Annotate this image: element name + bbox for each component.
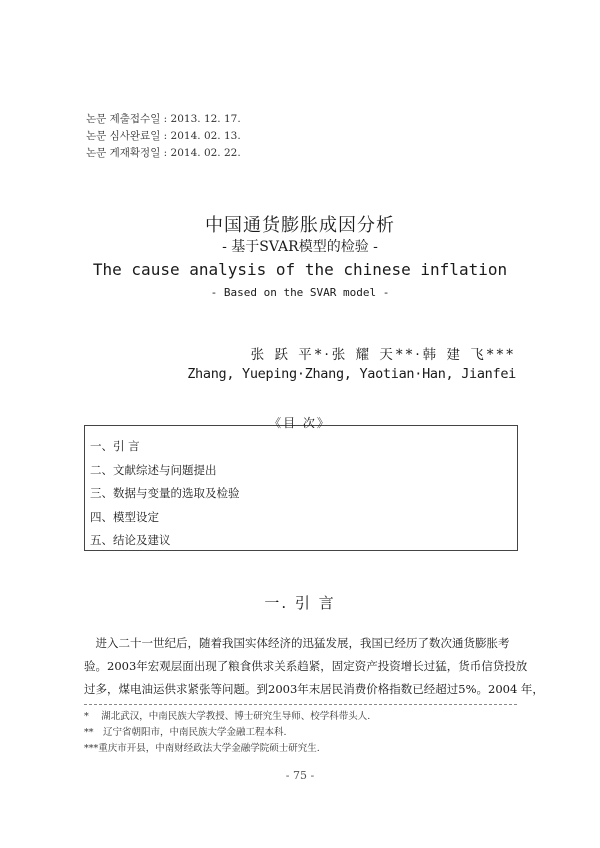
toc-item: 二、文献综述与问题提出 [90, 462, 217, 477]
date-submitted: 논문 제출접수일 : 2013. 12. 17. [86, 113, 241, 125]
footnote-divider [84, 704, 517, 705]
page-number: - 75 - [285, 769, 315, 782]
toc-item: 一、引 言 [90, 439, 140, 453]
paper-subtitle-cn: - 基于SVAR模型的检验 - [222, 239, 378, 255]
footnote: * 湖北武汉，中南民族大学教授、博士研究生导师、校学科带头人. [84, 711, 371, 722]
paper-subtitle-en: - Based on the SVAR model - [210, 286, 390, 299]
body-line: 进入二十一世纪后，随着我国实体经济的迅猛发展，我国已经历了数次通货膨胀考 [84, 636, 510, 650]
authors-en: Zhang, Yueping·Zhang, Yaotian·Han, Jianfei [187, 366, 516, 382]
body-line: 过多，煤电油运供求紧张等问题。到2003年末居民消费价格指数已经超过5%。2004 年， [84, 682, 544, 696]
date-reviewed: 논문 심사완료일 : 2014. 02. 13. [86, 130, 241, 142]
submission-dates [86, 111, 241, 162]
toc-item: 五、结论及建议 [90, 533, 171, 547]
footnote: ** 辽宁省朝阳市，中南民族大学金融工程本科. [84, 727, 287, 738]
section-heading: 一. 引 言 [264, 594, 336, 612]
toc-item: 三、数据与变量的选取及检验 [90, 486, 240, 500]
toc-heading: 《目 次》 [269, 416, 331, 430]
date-accepted: 논문 게재확정일 : 2014. 02. 22. [86, 147, 241, 159]
footnote: ***重庆市开县，中南财经政法大学金融学院硕士研究生. [84, 743, 320, 754]
body-line: 验。2003年宏观层面出现了粮食供求关系趋紧，固定资产投资增长过猛，货币信贷投放 [84, 659, 528, 673]
body-paragraph [84, 632, 544, 701]
paper-title-cn: 中国通货膨胀成因分析 [205, 215, 395, 236]
toc-list [90, 435, 240, 553]
authors-cn: 张 跃 平*·张 耀 天**·韩 建 飞*** [250, 347, 516, 363]
toc-item: 四、模型设定 [90, 509, 159, 524]
footnotes [84, 709, 370, 757]
paper-title-en: The cause analysis of the chinese inflation [92, 260, 508, 279]
